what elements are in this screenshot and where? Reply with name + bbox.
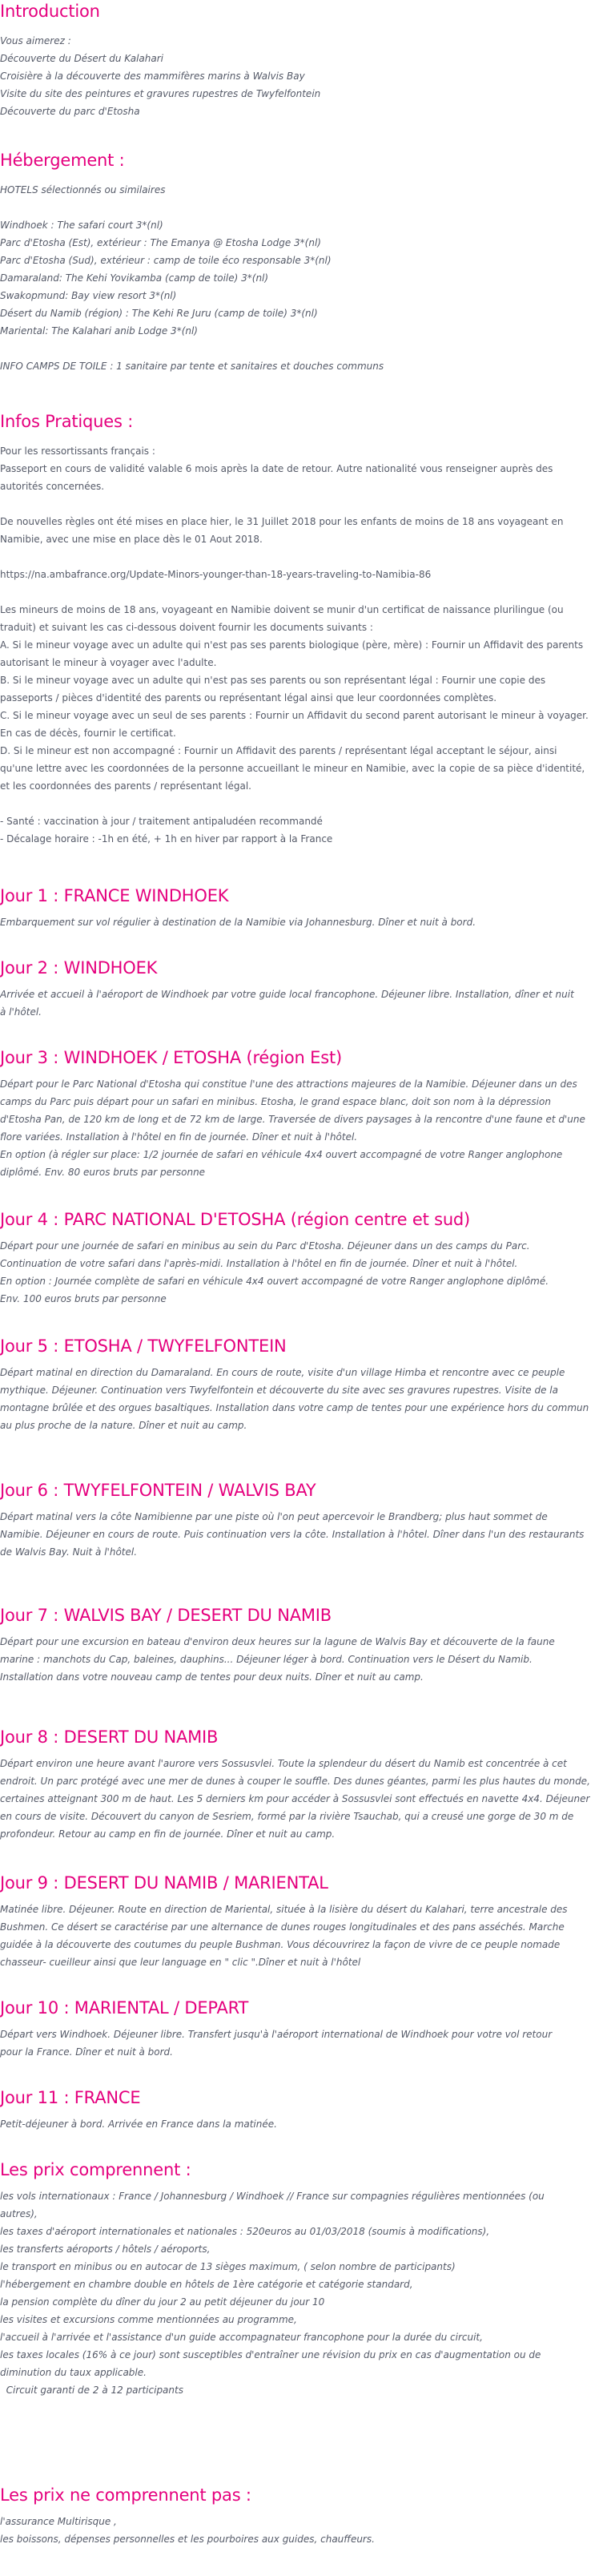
section-title: Les prix ne comprennent pas :: [0, 2485, 251, 2505]
text-line: Arrivée et accueil à l'aéroport de Windhoek par votre guide local francophone. Déjeuner libre. Installation, dîner et nuit: [0, 989, 574, 1000]
section-title: Introduction: [0, 2, 100, 21]
text-line: Continuation de votre safari dans l'après-midi. Installation à l'hôtel en fin de journée. Dîner et nuit à l'hôtel.: [0, 1258, 518, 1269]
text-line: Windhoek : The safari court 3*(nl): [0, 220, 163, 231]
text-line: Installation dans votre nouveau camp de tentes pour deux nuits. Dîner et nuit au camp.: [0, 1671, 424, 1683]
text-line: marine : manchots du Cap, baleines, dauphins... Déjeuner léger à bord. Continuation vers le Désert du Namib.: [0, 1654, 533, 1665]
text-line: Les mineurs de moins de 18 ans, voyageant en Namibie doivent se munir d'un certificat de naissance plurilingue (ou: [0, 604, 564, 615]
text-line: profondeur. Retour au camp en fin de journée. Dîner et nuit au camp.: [0, 1828, 336, 1840]
text-line: passeports / pièces d'identité des parents ou représentant légal ainsi que leur coordonnées complètes.: [0, 692, 497, 703]
section-jour5: [0, 1335, 601, 1434]
text-line: Namibie. Déjeuner en cours de route. Puis continuation vers la côte. Installation à l'hôtel. Dîner dans l'un des restaurants: [0, 1529, 585, 1540]
text-line: les taxes locales (16% à ce jour) sont susceptibles d'entraîner une révision du prix en cas d'augmentation ou de: [0, 2349, 541, 2360]
text-line: D. Si le mineur est non accompagné : Fournir un Affidavit des parents / représentant légal acceptant le séjour, ainsi: [0, 745, 557, 756]
text-line: autorités concernées.: [0, 481, 105, 492]
text-line: - Décalage horaire : -1h en été, + 1h en hiver par rapport à la France: [0, 833, 333, 845]
text-line: Départ vers Windhoek. Déjeuner libre. Transfert jusqu'à l'aéroport international de Windhoek pour votre vol retour: [0, 2029, 553, 2040]
text-line: à l'hôtel.: [0, 1006, 42, 1018]
text-line: En option (à régler sur place: 1/2 journée de safari en véhicule 4x4 ouvert accompagné de votre Ranger anglophone: [0, 1149, 563, 1160]
text-line: au plus proche de la nature. Dîner et nuit au camp.: [0, 1420, 247, 1431]
text-line: Mariental: The Kalahari anib Lodge 3*(nl): [0, 325, 198, 337]
section-title: Jour 9 : DESERT DU NAMIB / MARIENTAL: [0, 1873, 328, 1893]
text-line: d'Etosha Pan, de 120 km de long et de 72 km de large. Traversée de divers paysages à la rencontre d'une faune et d'une: [0, 1114, 585, 1125]
section-title: Infos Pratiques :: [0, 412, 134, 431]
text-line: autorisant le mineur à voyager avec l'adulte.: [0, 657, 217, 668]
blank-line: [0, 583, 601, 601]
text-line: A. Si le mineur voyage avec un adulte qui n'est pas ses parents biologique (père, mère) : Fournir un Affidavit des parents: [0, 639, 584, 651]
text-line: certaines atteignant 300 m de haut. Les 5 derniers km pour accéder à Sossusvlei sont effectués en navette 4x4. Déjeuner: [0, 1793, 590, 1804]
section-title: Jour 2 : WINDHOEK: [0, 958, 158, 978]
text-line: diminution du taux applicable.: [0, 2367, 147, 2378]
text-line: Découverte du Désert du Kalahari: [0, 53, 163, 64]
section-jour1: [0, 885, 601, 931]
text-line: Départ pour une journée de safari en minibus au sein du Parc d'Etosha. Déjeuner dans un des camps du Parc.: [0, 1240, 530, 1252]
text-line: Découverte du parc d'Etosha: [0, 106, 140, 117]
text-line: https://na.ambafrance.org/Update-Minors-younger-than-18-years-traveling-to-Namibia-86: [0, 569, 432, 580]
text-line: De nouvelles règles ont été mises en place hier, le 31 Juillet 2018 pour les enfants de moins de 18 ans voyageant en: [0, 516, 564, 527]
text-line: pour la France. Dîner et nuit à bord.: [0, 2046, 173, 2058]
blank-line: [0, 795, 601, 812]
text-line: l'accueil à l'arrivée et l'assistance d'un guide accompagnateur francophone pour la durée du circuit,: [0, 2332, 483, 2343]
text-line: chasseur- cueilleur ainsi que leur language en " clic ".Dîner et nuit à l'hôtel: [0, 1957, 361, 1968]
text-line: Visite du site des peintures et gravures rupestres de Twyfelfontein: [0, 88, 321, 99]
text-line: guidée à la découverte des coutumes du peuple Bushman. Vous découvrirez la façon de vivre de ce peuple nomade: [0, 1939, 561, 1950]
text-line: Env. 100 euros bruts par personne: [0, 1293, 167, 1304]
text-line: C. Si le mineur voyage avec un seul de ses parents : Fournir un Affidavit du second parent autorisant le mineur à voyager.: [0, 710, 589, 721]
text-line: le transport en minibus ou en autocar de 13 sièges maximum, ( selon nombre de participants): [0, 2261, 456, 2272]
section-title: Jour 1 : FRANCE WINDHOEK: [0, 886, 229, 905]
text-line: flore variées. Installation à l'hôtel en fin de journée. Dîner et nuit à l'hôtel.: [0, 1131, 358, 1143]
text-line: Matinée libre. Déjeuner. Route en direction de Mariental, située à la lisière du désert du Kalahari, terre ancestrale des: [0, 1904, 568, 1915]
text-line: autres),: [0, 2208, 38, 2219]
blank-line: [0, 199, 601, 216]
section-title: Jour 11 : FRANCE: [0, 2088, 141, 2107]
section-jour8: [0, 1726, 601, 1843]
section-prixnon: [0, 2484, 601, 2548]
blank-line: [0, 495, 601, 513]
text-line: l'hébergement en chambre double en hôtels de 1ère catégorie et catégorie standard,: [0, 2279, 413, 2290]
text-line: Désert du Namib (région) : The Kehi Re Juru (camp de toile) 3*(nl): [0, 308, 318, 319]
text-line: les transferts aéroports / hôtels / aéroports,: [0, 2243, 211, 2255]
text-line: les boissons, dépenses personnelles et les pourboires aux guides, chauffeurs.: [0, 2534, 375, 2545]
section-introduction: [0, 0, 601, 120]
section-jour7: [0, 1604, 601, 1686]
text-line: qu'une lettre avec les coordonnées de la personne accueillant le mineur en Namibie, avec la copie de sa pièce d'identité,: [0, 763, 585, 774]
text-line: En cas de décès, fournir le certificat.: [0, 728, 176, 739]
text-line: HOTELS sélectionnés ou similaires: [0, 184, 166, 196]
text-line: Swakopmund: Bay view resort 3*(nl): [0, 290, 177, 301]
text-line: Parc d'Etosha (Est), extérieur : The Emanya @ Etosha Lodge 3*(nl): [0, 237, 321, 248]
section-jour2: [0, 957, 601, 1021]
section-jour9: [0, 1872, 601, 1971]
text-line: Embarquement sur vol régulier à destination de la Namibie via Johannesburg. Dîner et nuit à bord.: [0, 917, 476, 928]
text-line: Vous aimerez :: [0, 35, 71, 46]
text-line: Départ matinal vers la côte Namibienne par une piste où l'on peut apercevoir le Brandberg; plus haut sommet de: [0, 1511, 548, 1522]
text-line: camps du Parc puis départ pour un safari en minibus. Etosha, le grand espace blanc, doit son nom à la dépression: [0, 1096, 551, 1107]
section-title: Jour 3 : WINDHOEK / ETOSHA (région Est): [0, 1048, 342, 1067]
text-line: Départ pour une excursion en bateau d'environ deux heures sur la lagune de Walvis Bay et découverte de la faune: [0, 1636, 555, 1647]
text-line: En option : Journée complète de safari en véhicule 4x4 ouvert accompagné de votre Ranger anglophone diplômé.: [0, 1276, 549, 1287]
section-jour3: [0, 1046, 601, 1181]
text-line: endroit. Un parc protégé avec une mer de dunes à couper le souffle. Des dunes géantes, parmi les plus hautes du monde,: [0, 1776, 590, 1787]
section-prix: [0, 2159, 601, 2399]
section-jour6: [0, 1479, 601, 1561]
text-line: les vols internationaux : France / Johannesburg / Windhoek // France sur compagnies régulières mentionnées (ou: [0, 2191, 545, 2202]
text-line: la pension complète du dîner du jour 2 au petit déjeuner du jour 10: [0, 2296, 325, 2308]
text-line: de Walvis Bay. Nuit à l'hôtel.: [0, 1546, 138, 1558]
text-line: Croisière à la découverte des mammifères marins à Walvis Bay: [0, 71, 305, 82]
section-title: Jour 4 : PARC NATIONAL D'ETOSHA (région centre et sud): [0, 1210, 471, 1229]
section-jour11: [0, 2086, 601, 2133]
text-line: les visites et excursions comme mentionnées au programme,: [0, 2314, 297, 2325]
text-line: Parc d'Etosha (Sud), extérieur : camp de toile éco responsable 3*(nl): [0, 255, 332, 266]
text-line: Départ environ une heure avant l'aurore vers Sossusvlei. Toute la splendeur du désert du Namib est concentrée à cet: [0, 1758, 567, 1769]
section-title: Jour 6 : TWYFELFONTEIN / WALVIS BAY: [0, 1481, 316, 1500]
section-title: Hébergement :: [0, 151, 125, 170]
section-hebergement: [0, 149, 601, 375]
text-line: diplômé. Env. 80 euros bruts par personne: [0, 1167, 206, 1178]
section-title: Jour 10 : MARIENTAL / DEPART: [0, 1998, 249, 2018]
text-line: Départ pour le Parc National d'Etosha qui constitue l'une des attractions majeures de la Namibie. Déjeuner dans un des: [0, 1078, 577, 1090]
text-line: Départ matinal en direction du Damaraland. En cours de route, visite d'un village Himba et rencontre avec ce peuple: [0, 1367, 565, 1378]
text-line: mythique. Déjeuner. Continuation vers Twyfelfontein et découverte du site avec ses gravures rupestres. Visite de la: [0, 1385, 558, 1396]
blank-line: [0, 548, 601, 566]
text-line: l'assurance Multirisque ,: [0, 2516, 117, 2527]
text-line: Passeport en cours de validité valable 6 mois après la date de retour. Autre nationalité vous renseigner auprès des: [0, 463, 553, 474]
section-infos: [0, 410, 601, 848]
text-line: traduit) et suivant les cas ci-dessous doivent fournir les documents suivants :: [0, 622, 373, 633]
text-line: - Santé : vaccination à jour / traitement antipaludéen recommandé: [0, 816, 323, 827]
section-title: Jour 7 : WALVIS BAY / DESERT DU NAMIB: [0, 1606, 332, 1625]
text-line: Circuit garanti de 2 à 12 participants: [0, 2385, 183, 2396]
text-line: en cours de visite. Découvert du canyon de Sesriem, formé par la rivière Tsauchab, qui a creusé une gorge de 30 m de: [0, 1811, 574, 1822]
text-line: INFO CAMPS DE TOILE : 1 sanitaire par tente et sanitaires et douches communs: [0, 361, 384, 372]
text-line: Petit-déjeuner à bord. Arrivée en France dans la matinée.: [0, 2118, 277, 2130]
blank-line: [0, 340, 601, 357]
text-line: les taxes d'aéroport internationales et nationales : 520euros au 01/03/2018 (soumis à modifications),: [0, 2226, 490, 2237]
text-line: et les coordonnées des parents / représentant légal.: [0, 780, 251, 792]
section-title: Jour 8 : DESERT DU NAMIB: [0, 1727, 219, 1747]
text-line: B. Si le mineur voyage avec un adulte qui n'est pas ses parents ou son représentant légal : Fournir une copie des: [0, 675, 546, 686]
section-jour4: [0, 1208, 601, 1308]
text-line: montagne brûlée et des orgues basaltiques. Installation dans votre camp de tentes pour une expérience hors du commun: [0, 1402, 589, 1413]
text-line: Damaraland: The Kehi Yovikamba (camp de toile) 3*(nl): [0, 272, 269, 284]
text-line: Namibie, avec une mise en place dès le 01 Aout 2018.: [0, 534, 263, 545]
section-title: Les prix comprennent :: [0, 2160, 191, 2179]
text-line: Pour les ressortissants français :: [0, 445, 155, 457]
text-line: Bushmen. Ce désert se caractérise par une alternance de dunes rouges longitudinales et des pans asséchés. Marche: [0, 1921, 565, 1933]
section-title: Jour 5 : ETOSHA / TWYFELFONTEIN: [0, 1336, 287, 1356]
section-jour10: [0, 1997, 601, 2061]
